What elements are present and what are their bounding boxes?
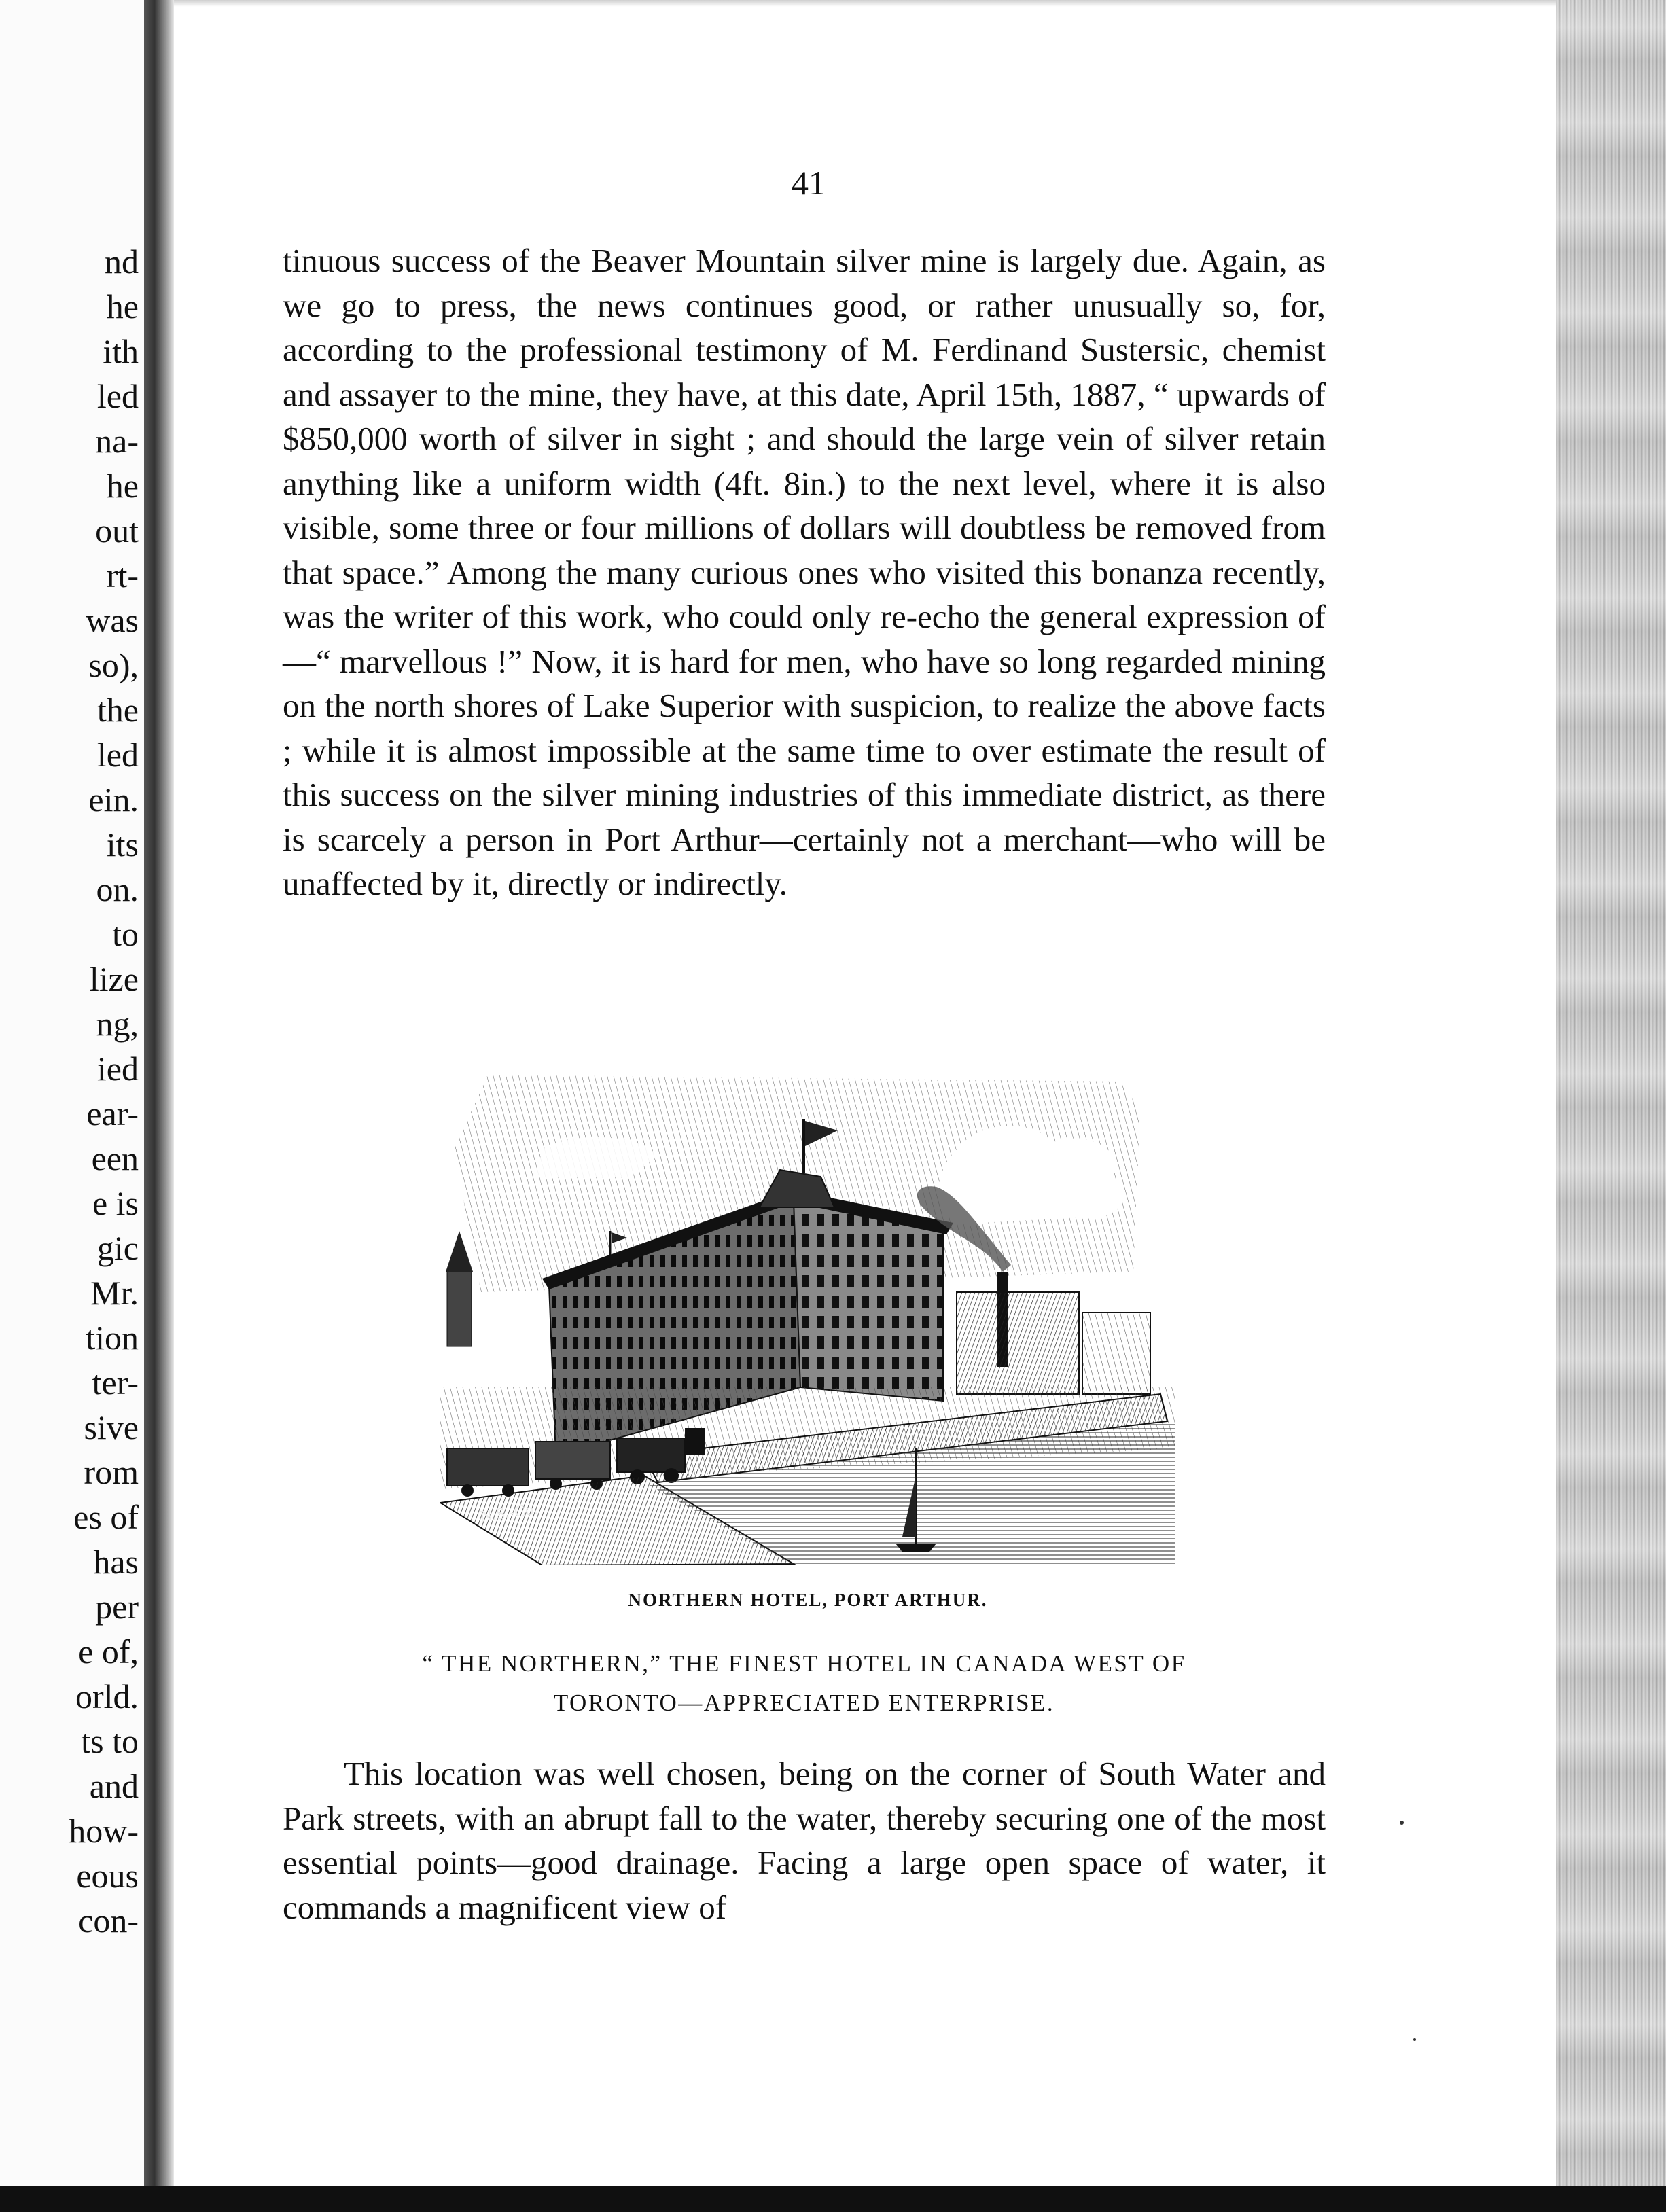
left-page-line-fragment: he xyxy=(106,287,139,325)
left-page-line-fragment: was xyxy=(86,601,139,639)
left-page-line-fragment: tion xyxy=(86,1319,139,1357)
figure-caption: NORTHERN HOTEL, PORT ARTHUR. xyxy=(628,1590,988,1610)
left-page-line-fragment: and xyxy=(89,1767,139,1805)
page-number: 41 xyxy=(792,164,826,202)
left-page-line-fragment: een xyxy=(91,1139,139,1177)
left-page-line-fragment: the xyxy=(96,691,139,729)
left-page-line-fragment: rom xyxy=(84,1453,139,1491)
section-heading-line-1: “ THE NORTHERN,” THE FINEST HOTEL IN CANADA WEST OF xyxy=(422,1650,1186,1677)
body-paragraph-1: tinuous success of the Beaver Mountain silver mine is largely due. Again, as we go to press, the news continues good, or rather unusually so, for, according to the professional testimony of M. Ferdinand Sustersic, chemist and assayer to the mine, they have, at this date, April 15th, 1887, “ upwards of $850,000 worth of silver in sight ; and should the large vein of silver retain anything like a uniform width (4ft. 8in.) to the next level, where it is also visible, some three or four millions of dollars will doubtless be removed from that space.” Among the many curious ones who visited this bonanza recently, was the writer of this work, who could only re-echo the general expression of—“ marvellous !” Now, it is hard for men, who have so long regarded mining on the north shores of Lake Superior with suspicion, to realize the above facts ; while it is almost impossible at the same time to over estimate the result of this success on the silver mining industries of this immediate district, as there is scarcely a person in Port Arthur—certainly not a merchant—who will be unaffected by it, directly or indirectly. xyxy=(283,242,1326,902)
left-page-line-fragment: its xyxy=(106,825,139,863)
page-top-edge xyxy=(174,0,1560,7)
left-page-line-fragment: on. xyxy=(96,870,139,908)
facing-page-left xyxy=(0,0,144,2212)
left-page-line-fragment: e is xyxy=(92,1184,139,1222)
left-page-line-fragment: ter- xyxy=(92,1363,139,1402)
section-heading xyxy=(283,1644,1326,1723)
hotel-engraving xyxy=(440,1068,1175,1565)
left-page-line-fragment: ts to xyxy=(81,1722,139,1760)
left-page-line-fragment: ied xyxy=(96,1050,139,1088)
left-page-line-fragment: Mr. xyxy=(90,1274,139,1312)
left-page-line-fragment: so), xyxy=(88,646,139,684)
section-heading-line-2: TORONTO—APPRECIATED ENTERPRISE. xyxy=(553,1690,1055,1716)
boxcar-lettering: N.S.-Co. xyxy=(479,1500,539,1526)
left-page-line-fragment: es of xyxy=(73,1498,139,1536)
left-page-line-fragment: lize xyxy=(89,960,139,998)
left-page-line-fragment: has xyxy=(93,1543,139,1581)
left-page-line-fragment: nd xyxy=(105,243,139,281)
hotel-illustration xyxy=(440,1068,1175,1565)
left-page-line-fragment: sive xyxy=(84,1408,139,1446)
left-page-line-fragment: per xyxy=(95,1588,139,1626)
ink-speck xyxy=(1413,2038,1416,2041)
left-page-line-fragment: ng, xyxy=(96,1005,139,1043)
left-page-line-fragment: how- xyxy=(69,1812,139,1850)
left-page-line-fragment: to xyxy=(112,915,139,953)
scan-bottom-edge xyxy=(0,2186,1666,2212)
left-page-line-fragment: eous xyxy=(76,1857,139,1895)
left-page-line-fragment: led xyxy=(96,736,139,774)
left-page-line-fragment: gic xyxy=(96,1229,139,1267)
left-page-line-fragment: ein. xyxy=(88,781,139,819)
left-page-line-fragment: rt- xyxy=(106,556,139,594)
left-page-line-fragment: led xyxy=(96,377,139,415)
left-page-line-fragment: out xyxy=(95,512,139,550)
left-page-line-fragment: con- xyxy=(78,1902,139,1940)
left-page-line-fragment: ear- xyxy=(86,1094,139,1132)
ink-speck xyxy=(1400,1821,1404,1825)
left-page-line-fragment: na- xyxy=(95,422,139,460)
body-paragraph-2: This location was well chosen, being on the corner of South Water and Park streets, with an abrupt fall to the water, thereby securing one of the most essential points—good drainage. Facing a large open space of water, it commands a magnificent view of xyxy=(283,1755,1326,1926)
left-page-line-fragment: he xyxy=(106,467,139,505)
page-edges-right xyxy=(1556,0,1666,2212)
left-page-line-fragment: orld. xyxy=(75,1677,139,1715)
left-page-line-fragment: ith xyxy=(103,332,139,370)
left-page-line-fragment: e of, xyxy=(78,1633,139,1671)
hotel-front-facade xyxy=(794,1200,943,1401)
binding-gutter xyxy=(144,0,174,2212)
